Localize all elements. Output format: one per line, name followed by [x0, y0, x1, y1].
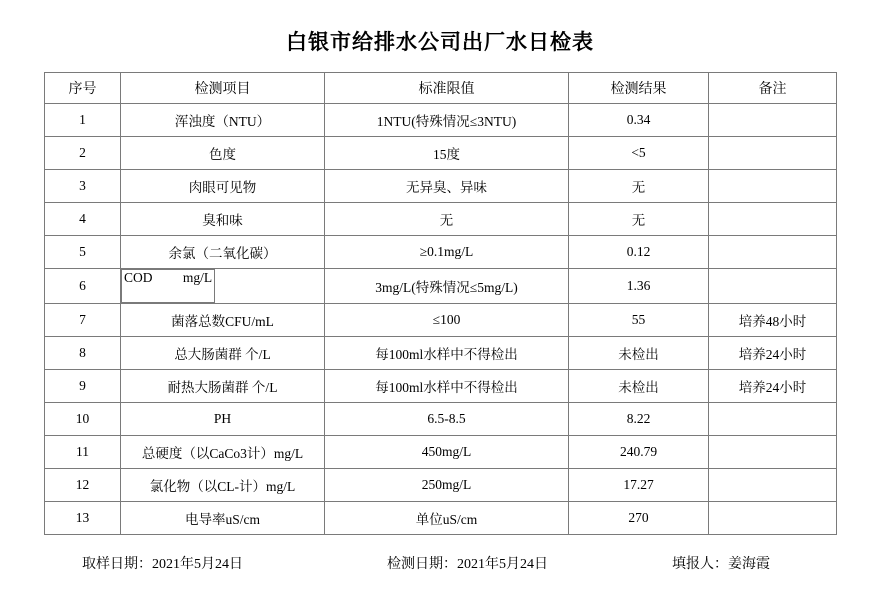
cell-no: 4 [45, 203, 121, 236]
cell-limit: 无 [325, 203, 569, 236]
cell-no: 2 [45, 137, 121, 170]
column-header-remark: 备注 [709, 73, 837, 104]
table-header-row [45, 73, 837, 104]
cell-item: 色度 [121, 137, 325, 170]
cell-remark [709, 502, 837, 535]
cell-result: 1.36 [569, 269, 709, 304]
cell-no: 6 [45, 269, 121, 304]
cell-result: 17.27 [569, 469, 709, 502]
cell-item: 浑浊度（NTU） [121, 104, 325, 137]
cell-result: <5 [569, 137, 709, 170]
cell-remark [709, 436, 837, 469]
table-row [45, 403, 837, 436]
cell-remark: 培养48小时 [709, 304, 837, 337]
table-body [45, 104, 837, 535]
cell-item: 耐热大肠菌群 个/L [121, 370, 325, 403]
page-title: 白银市给排水公司出厂水日检表 [286, 30, 594, 54]
cell-no: 13 [45, 502, 121, 535]
cell-remark [709, 269, 837, 304]
cell-no: 8 [45, 337, 121, 370]
cell-remark [709, 137, 837, 170]
report-table-container [0, 72, 880, 535]
cell-limit: ≤100 [325, 304, 569, 337]
cell-limit: 每100ml水样中不得检出 [325, 337, 569, 370]
cell-remark: 培养24小时 [709, 370, 837, 403]
cell-no: 12 [45, 469, 121, 502]
table-row [45, 502, 837, 535]
column-header-no: 序号 [45, 73, 121, 104]
cell-remark [709, 203, 837, 236]
cell-limit: 3mg/L(特殊情况≤5mg/L) [325, 269, 569, 304]
cell-result: 55 [569, 304, 709, 337]
table-row [45, 203, 837, 236]
cell-no: 5 [45, 236, 121, 269]
table-row [45, 337, 837, 370]
cell-result: 未检出 [569, 370, 709, 403]
cell-item: 肉眼可见物 [121, 170, 325, 203]
cell-result: 8.22 [569, 403, 709, 436]
cell-no: 9 [45, 370, 121, 403]
column-header-item: 检测项目 [121, 73, 325, 104]
cell-result: 240.79 [569, 436, 709, 469]
reporter-name: 填报人：姜海霞 [672, 557, 770, 572]
cell-limit: 6.5-8.5 [325, 403, 569, 436]
cell-remark [709, 170, 837, 203]
cell-result: 无 [569, 203, 709, 236]
cell-limit: 450mg/L [325, 436, 569, 469]
cell-item: 臭和味 [121, 203, 325, 236]
table-row [45, 137, 837, 170]
cell-item: 氯化物（以CL-计）mg/L [121, 469, 325, 502]
cell-item: 电导率uS/cm [121, 502, 325, 535]
cell-result: 270 [569, 502, 709, 535]
table-row [45, 170, 837, 203]
cell-result: 0.34 [569, 104, 709, 137]
cell-item: 总大肠菌群 个/L [121, 337, 325, 370]
table-row [45, 469, 837, 502]
cell-remark [709, 403, 837, 436]
column-header-limit: 标准限值 [325, 73, 569, 104]
cell-limit: 250mg/L [325, 469, 569, 502]
sampling-date: 取样日期：2021年5月24日 [82, 557, 243, 572]
cell-no: 1 [45, 104, 121, 137]
table-row [45, 304, 837, 337]
table-row [45, 370, 837, 403]
cell-item: 余氯（二氧化碳） [121, 236, 325, 269]
cell-limit: ≥0.1mg/L [325, 236, 569, 269]
footer-row [0, 553, 880, 573]
cell-item: 菌落总数CFU/mL [121, 304, 325, 337]
cell-item: PH [121, 403, 325, 436]
cell-result: 0.12 [569, 236, 709, 269]
cell-remark [709, 469, 837, 502]
table-row [45, 104, 837, 137]
cell-no: 7 [45, 304, 121, 337]
cell-no: 3 [45, 170, 121, 203]
table-row [45, 436, 837, 469]
cell-limit: 无异臭、异味 [325, 170, 569, 203]
water-inspection-table [44, 72, 837, 535]
cell-item: 总硬度（以CaCo3计）mg/L [121, 436, 325, 469]
cell-limit: 1NTU(特殊情况≤3NTU) [325, 104, 569, 137]
cell-remark: 培养24小时 [709, 337, 837, 370]
cell-result: 无 [569, 170, 709, 203]
table-row [45, 269, 837, 304]
cell-limit: 每100ml水样中不得检出 [325, 370, 569, 403]
cell-item: COD mg/L [121, 269, 215, 303]
cell-no: 10 [45, 403, 121, 436]
table-row [45, 236, 837, 269]
cell-limit: 15度 [325, 137, 569, 170]
test-date: 检测日期：2021年5月24日 [387, 557, 548, 572]
column-header-result: 检测结果 [569, 73, 709, 104]
cell-result: 未检出 [569, 337, 709, 370]
cell-remark [709, 104, 837, 137]
cell-remark [709, 236, 837, 269]
cell-limit: 单位uS/cm [325, 502, 569, 535]
cell-no: 11 [45, 436, 121, 469]
